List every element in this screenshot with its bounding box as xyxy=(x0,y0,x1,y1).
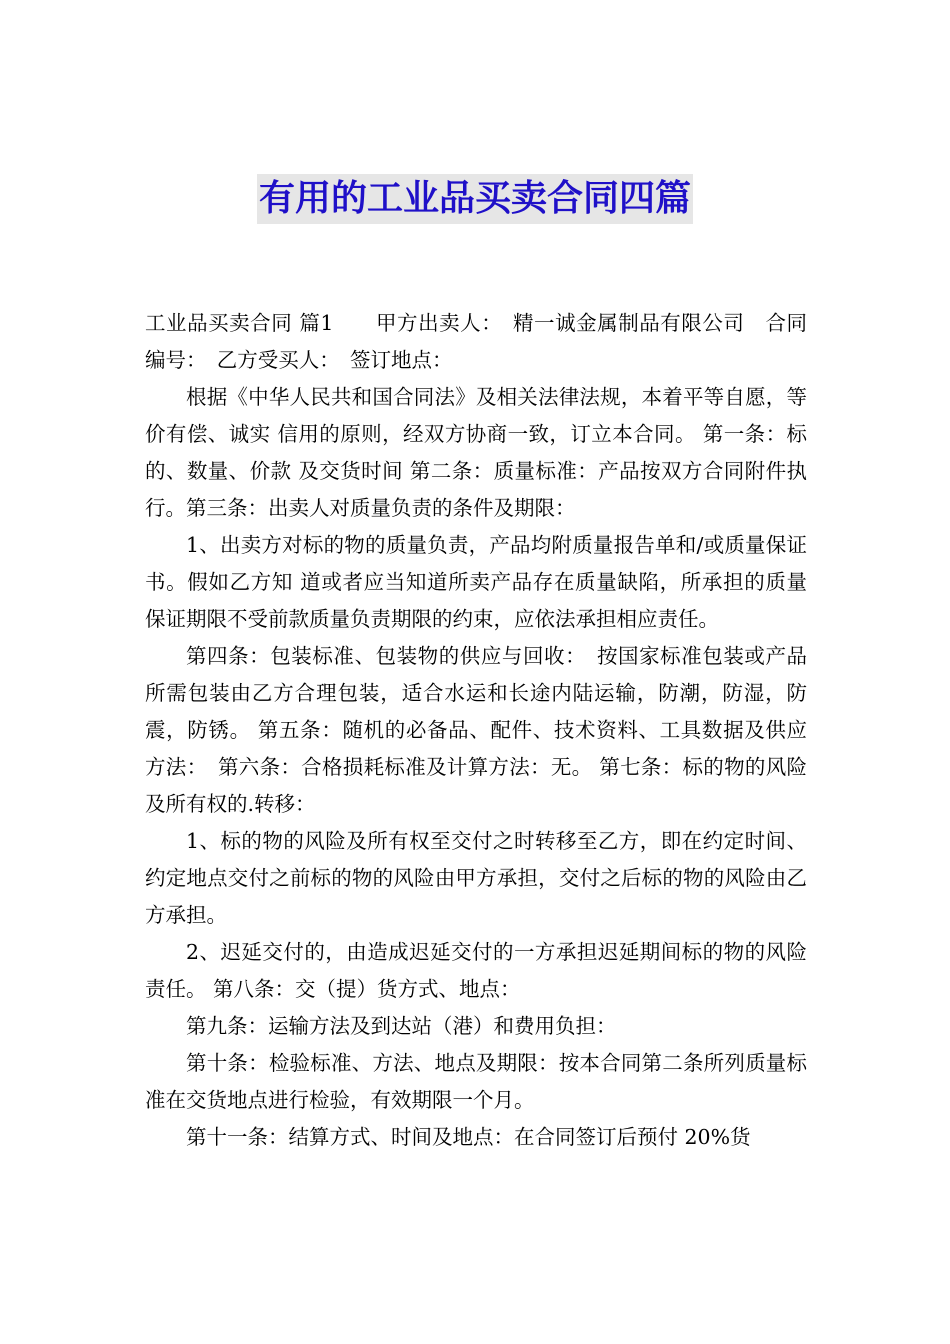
paragraph: 2、迟延交付的，由造成迟延交付的一方承担迟延期间标的物的风险责任。 第八条：交（提）货方式、地点： xyxy=(145,940,807,1001)
title-container xyxy=(0,174,950,224)
paragraph: 根据《中华人民共和国合同法》及相关法律法规，本着平等自愿，等价有偿、诚实 信用的原则，经双方协商一致，订立本合同。 第一条：标的、数量、价款 及交货时间 第二条：质量标准：产品按双方合同附件执行。第三条：出卖人对质量负责的条件及期限： xyxy=(145,385,807,520)
document-title: 有用的工业品买卖合同四篇 xyxy=(257,174,693,224)
paragraph: 第四条：包装标准、包装物的供应与回收： 按国家标准包装或产品所需包装由乙方合理包装，适合水运和长途内陆运输，防潮，防湿，防震，防锈。 第五条：随机的必备品、配件、技术资料、工具数据及供应方法： 第六条：合格损耗标准及计算方法：无。 第七条：标的物的风险及所有权的.转移： xyxy=(145,644,807,816)
document-body xyxy=(145,305,807,1156)
paragraph: 第十一条：结算方式、时间及地点：在合同签订后预付 20%货 xyxy=(186,1125,751,1149)
paragraph: 1、出卖方对标的物的质量负责，产品均附质量报告单和/或质量保证书。假如乙方知 道或者应当知道所卖产品存在质量缺陷，所承担的质量保证期限不受前款质量负责期限的约束，应依法承担相应责任。 xyxy=(145,533,807,631)
paragraph: 工业品买卖合同 篇1 甲方出卖人： 精一诚金属制品有限公司 合同编号： 乙方受买人： 签订地点： xyxy=(145,311,807,372)
paragraph: 第十条：检验标准、方法、地点及期限：按本合同第二条所列质量标准在交货地点进行检验，有效期限一个月。 xyxy=(145,1051,807,1112)
paragraph: 1、标的物的风险及所有权至交付之时转移至乙方，即在约定时间、约定地点交付之前标的物的风险由甲方承担，交付之后标的物的风险由乙方承担。 xyxy=(145,829,807,927)
paragraph: 第九条：运输方法及到达站（港）和费用负担： xyxy=(186,1014,617,1038)
